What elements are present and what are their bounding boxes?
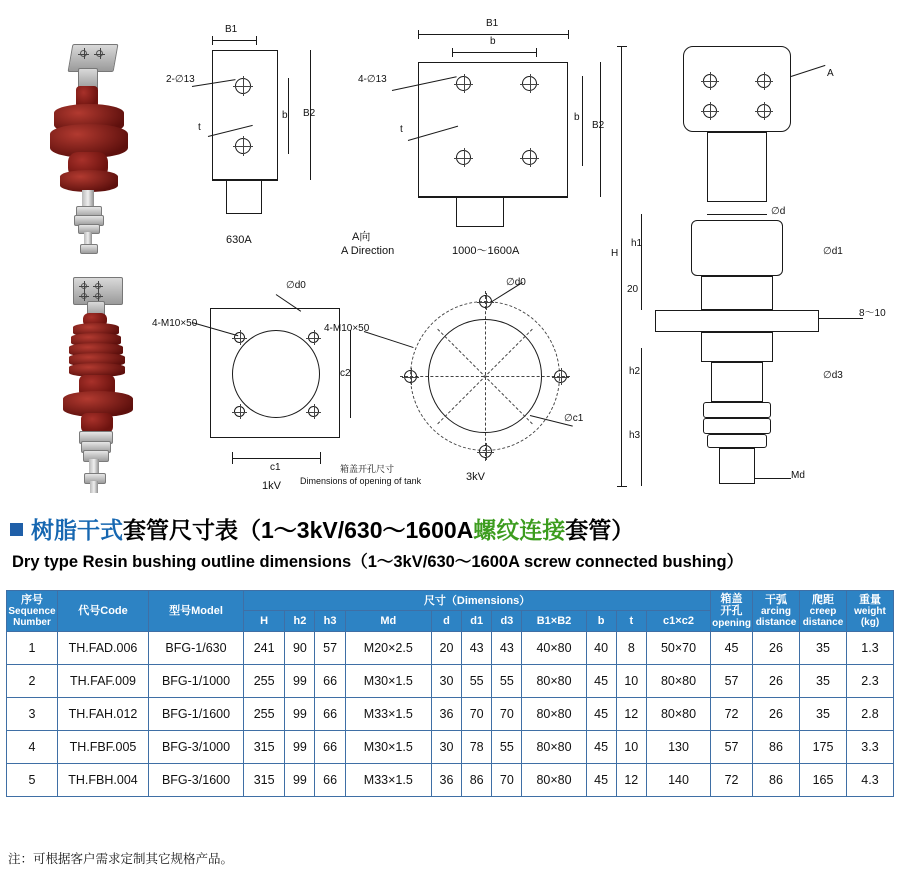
dim-label-d1: ∅d1 — [823, 246, 843, 257]
cell-d1: 86 — [462, 763, 492, 796]
dim-label-h1: h1 — [631, 238, 643, 249]
cell-Md: M30×1.5 — [345, 730, 431, 763]
cell-B1B2: 80×80 — [522, 730, 586, 763]
caption-tank-opening-en: Dimensions of opening of tank — [300, 476, 422, 486]
th-arcing-cn: 干弧 — [765, 593, 787, 606]
th-dim-b: b — [586, 611, 616, 631]
title-cn-part2: 套管尺寸表（1～3kV/630～1600A — [123, 517, 474, 543]
cell-h3: 66 — [315, 730, 345, 763]
dim-label-2-d13: 2-∅13 — [166, 74, 195, 85]
cell-h3: 57 — [315, 631, 345, 664]
th-code: 代号Code — [58, 591, 149, 632]
title-cn-part4: 套管） — [565, 517, 635, 543]
dim-label-d0: ∅d0 — [286, 280, 306, 291]
drawing-1kv-opening — [152, 280, 351, 495]
drawing-caption-3kv: 3kV — [466, 471, 485, 483]
dim-label-t: t — [198, 122, 201, 133]
cell-model: BFG-3/1600 — [149, 763, 244, 796]
th-weight-cn: 重量 — [859, 593, 881, 606]
cell-d: 30 — [431, 664, 461, 697]
th-sequence-en2: Number — [13, 617, 51, 629]
cell-B1B2: 80×80 — [522, 763, 586, 796]
cell-t: 12 — [616, 763, 646, 796]
title-cn-part1: 树脂干式 — [31, 517, 123, 543]
th-dim-c1xc2: c1×c2 — [646, 611, 710, 631]
cell-model: BFG-1/1000 — [149, 664, 244, 697]
cell-h2: 99 — [285, 697, 315, 730]
dim-label-b2-2: B2 — [592, 120, 605, 131]
cell-creep: 35 — [800, 697, 847, 730]
th-arcing-en1: arcing — [760, 605, 791, 617]
th-arcing — [753, 591, 800, 632]
cell-weight: 1.3 — [847, 631, 894, 664]
cell-creep: 175 — [800, 730, 847, 763]
cell-weight: 2.8 — [847, 697, 894, 730]
cell-B1B2: 80×80 — [522, 664, 586, 697]
cell-c1c2: 140 — [646, 763, 710, 796]
drawing-caption-630a: 630A — [226, 234, 252, 246]
drawing-caption-a-direction-en: A Direction — [341, 245, 395, 257]
cell-b: 40 — [586, 631, 616, 664]
cell-Md: M33×1.5 — [345, 697, 431, 730]
cell-t: 10 — [616, 730, 646, 763]
table-row — [7, 664, 894, 697]
title-en: Dry type Resin bushing outline dimensions（1～3kV/630～1600A screw connected bushing） — [12, 553, 744, 571]
cell-H: 315 — [244, 730, 285, 763]
dim-label-c2: c2 — [340, 368, 351, 379]
drawing-630a-plate — [166, 18, 330, 258]
cell-creep: 35 — [800, 631, 847, 664]
cell-d: 36 — [431, 763, 461, 796]
cell-d0: 57 — [711, 730, 753, 763]
drawing-cross-section — [611, 18, 900, 508]
cell-h2: 90 — [285, 631, 315, 664]
cell-model: BFG-3/1000 — [149, 730, 244, 763]
table-row — [7, 697, 894, 730]
cell-t: 8 — [616, 631, 646, 664]
cell-c1c2: 50×70 — [646, 631, 710, 664]
dim-label-t-2: t — [400, 124, 403, 135]
th-weight-en2: (kg) — [860, 617, 880, 629]
cell-d3: 70 — [492, 763, 522, 796]
cell-creep: 165 — [800, 763, 847, 796]
th-dim-B1xB2: B1×B2 — [522, 611, 586, 631]
table-row — [7, 631, 894, 664]
table-note: 注：可根据客户需求定制其它规格产品。 — [8, 852, 234, 866]
table-row — [7, 763, 894, 796]
th-dim-Md: Md — [345, 611, 431, 631]
section-title — [0, 512, 900, 572]
title-bullet-icon — [10, 523, 23, 536]
cell-t: 10 — [616, 664, 646, 697]
th-model: 型号Model — [149, 591, 244, 632]
title-cn-part3: 螺纹连接 — [473, 517, 566, 543]
th-dim-d1: d1 — [462, 611, 492, 631]
th-dim-h3: h3 — [315, 611, 345, 631]
cell-c1c2: 130 — [646, 730, 710, 763]
dim-label-b1: B1 — [225, 24, 238, 35]
cell-h1: 86 — [753, 730, 800, 763]
cell-c1c2: 80×80 — [646, 664, 710, 697]
cell-code: TH.FBF.005 — [58, 730, 149, 763]
cell-d: 30 — [431, 730, 461, 763]
table-body — [7, 631, 894, 796]
th-dim-d3: d3 — [492, 611, 522, 631]
cell-h1: 86 — [753, 763, 800, 796]
drawing-caption-1000-1600a: 1000～1600A — [452, 245, 520, 257]
cell-model: BFG-1/630 — [149, 631, 244, 664]
cell-c1c2: 80×80 — [646, 697, 710, 730]
dim-label-h2: h2 — [629, 366, 641, 377]
cell-model: BFG-1/1600 — [149, 697, 244, 730]
table-header — [7, 591, 894, 632]
cell-code: TH.FAH.012 — [58, 697, 149, 730]
dim-label-4-m10x50: 4-M10×50 — [152, 318, 198, 329]
cell-b: 45 — [586, 697, 616, 730]
cell-weight: 3.3 — [847, 730, 894, 763]
dim-label-c1-2: ∅c1 — [564, 413, 584, 424]
cell-h2: 99 — [285, 664, 315, 697]
cell-d3: 55 — [492, 664, 522, 697]
th-arcing-en2: distance — [755, 617, 797, 629]
cell-seq: 3 — [7, 697, 58, 730]
table-row — [7, 730, 894, 763]
cell-t: 12 — [616, 697, 646, 730]
cell-d1: 70 — [462, 697, 492, 730]
cell-h1: 26 — [753, 697, 800, 730]
dim-label-d: ∅d — [771, 206, 786, 217]
th-sequence-cn: 序号 — [21, 593, 43, 606]
th-sequence — [7, 591, 58, 632]
th-creep-en2: distance — [802, 617, 844, 629]
cell-h3: 66 — [315, 763, 345, 796]
cell-B1B2: 40×80 — [522, 631, 586, 664]
cell-d1: 43 — [462, 631, 492, 664]
dim-label-h: H — [611, 248, 619, 259]
dim-label-c1: c1 — [270, 462, 281, 473]
th-creep-en1: creep — [809, 605, 837, 617]
dim-label-20: 20 — [627, 284, 639, 295]
cell-d0: 72 — [711, 763, 753, 796]
cell-h2: 99 — [285, 763, 315, 796]
dim-label-4-m10x50-2: 4-M10×50 — [324, 323, 370, 334]
cell-code: TH.FAD.006 — [58, 631, 149, 664]
cell-b: 45 — [586, 763, 616, 796]
cell-h3: 66 — [315, 664, 345, 697]
product-photo-upper — [40, 40, 160, 255]
dim-label-b: b — [282, 110, 288, 121]
cell-Md: M33×1.5 — [345, 763, 431, 796]
th-weight-en1: weight — [854, 605, 886, 617]
th-dim-h2: h2 — [285, 611, 315, 631]
cell-d: 20 — [431, 631, 461, 664]
th-opening — [711, 591, 753, 632]
cell-h2: 99 — [285, 730, 315, 763]
cell-d0: 45 — [711, 631, 753, 664]
drawing-caption-a-direction-cn: A向 — [352, 231, 371, 243]
dim-label-8-10: 8～10 — [859, 308, 886, 319]
cell-seq: 5 — [7, 763, 58, 796]
th-opening-en: opening — [712, 617, 751, 629]
dim-label-d0-2: ∅d0 — [506, 277, 526, 288]
dim-label-d3: ∅d3 — [823, 370, 843, 381]
cell-d0: 57 — [711, 664, 753, 697]
dim-label-b-2: b — [490, 36, 496, 47]
cell-b: 45 — [586, 664, 616, 697]
cell-h1: 26 — [753, 631, 800, 664]
cell-weight: 2.3 — [847, 664, 894, 697]
th-opening-cn1: 箱盖 — [720, 593, 743, 605]
th-sequence-en1: Sequence — [8, 605, 56, 617]
cell-Md: M20×2.5 — [345, 631, 431, 664]
th-creep-cn: 爬距 — [812, 593, 834, 606]
cell-B1B2: 80×80 — [522, 697, 586, 730]
cell-d: 36 — [431, 697, 461, 730]
cell-code: TH.FAF.009 — [58, 664, 149, 697]
cell-d3: 55 — [492, 730, 522, 763]
cell-H: 241 — [244, 631, 285, 664]
cell-d3: 70 — [492, 697, 522, 730]
cell-seq: 4 — [7, 730, 58, 763]
dim-label-4-d13: 4-∅13 — [358, 74, 387, 85]
cell-Md: M30×1.5 — [345, 664, 431, 697]
th-weight — [847, 591, 894, 632]
cell-d1: 55 — [462, 664, 492, 697]
th-opening-cn2: 开孔 — [720, 605, 743, 618]
dim-label-b2: B2 — [303, 108, 316, 119]
dim-label-b1-2: B1 — [486, 18, 499, 29]
cell-H: 255 — [244, 664, 285, 697]
th-dim-H: H — [244, 611, 285, 631]
cell-b: 45 — [586, 730, 616, 763]
dim-label-a-arrow: A — [827, 68, 834, 79]
dim-label-md: Md — [791, 470, 805, 481]
dim-label-h3: h3 — [629, 430, 641, 441]
cell-H: 315 — [244, 763, 285, 796]
cell-H: 255 — [244, 697, 285, 730]
product-photo-lower — [45, 275, 165, 500]
drawing-caption-1kv: 1kV — [262, 480, 281, 492]
th-dim-t: t — [616, 611, 646, 631]
th-dim-d: d — [431, 611, 461, 631]
cell-creep: 35 — [800, 664, 847, 697]
cell-h1: 26 — [753, 664, 800, 697]
th-creep — [800, 591, 847, 632]
cell-h3: 66 — [315, 697, 345, 730]
cell-seq: 1 — [7, 631, 58, 664]
cell-d3: 43 — [492, 631, 522, 664]
specification-table — [6, 590, 894, 797]
cell-code: TH.FBH.004 — [58, 763, 149, 796]
cell-seq: 2 — [7, 664, 58, 697]
caption-tank-opening-cn: 箱盖开孔尺寸 — [340, 464, 395, 474]
cell-d0: 72 — [711, 697, 753, 730]
cell-weight: 4.3 — [847, 763, 894, 796]
cell-d1: 78 — [462, 730, 492, 763]
th-dimensions: 尺寸（Dimensions） — [244, 591, 711, 611]
dim-label-b-right: b — [574, 112, 580, 123]
